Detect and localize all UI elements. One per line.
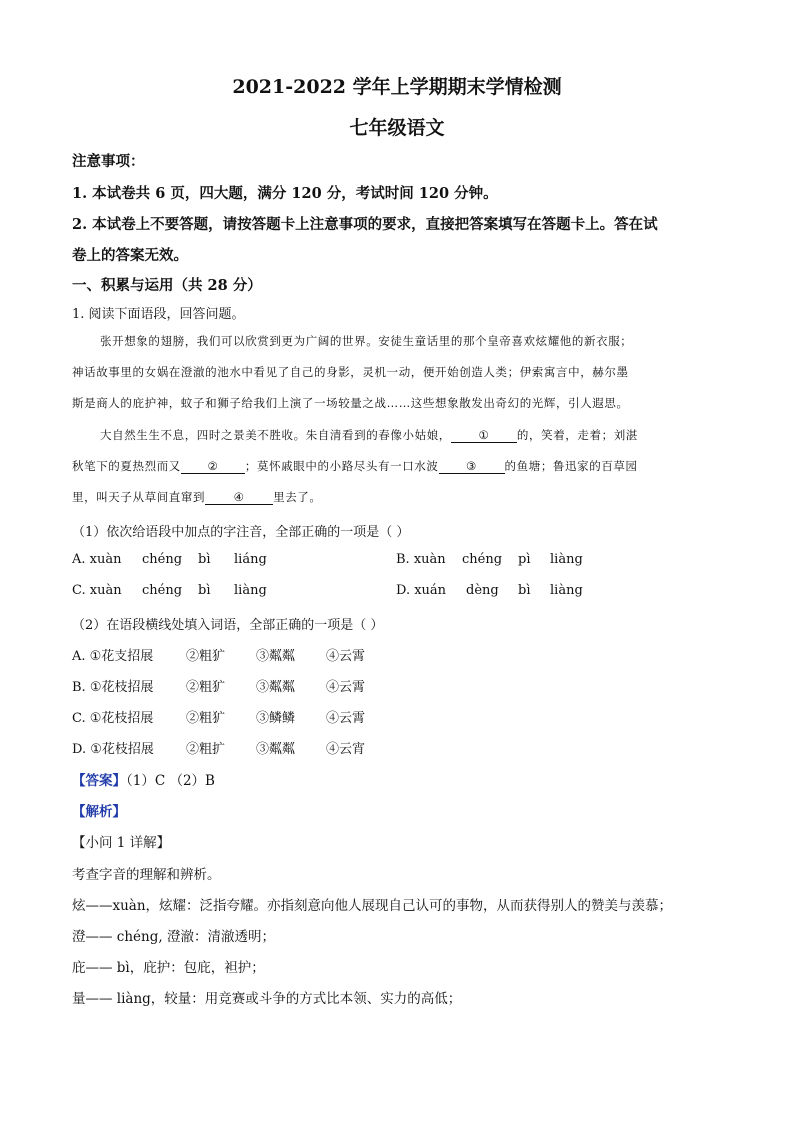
sub2-option-b[interactable] (72, 676, 365, 695)
pinyin: liàng (234, 583, 267, 598)
exam-title: 2021-2022 学年上学期期末学情检测 (232, 76, 562, 98)
passage-text: 里去了。 (273, 490, 322, 504)
question-1-prompt: 1. 阅读下面语段，回答问题。 (72, 307, 245, 322)
answer-label: 【答案】 (72, 773, 126, 789)
sub1-option-b[interactable] (396, 552, 583, 567)
pinyin: bì (198, 552, 211, 567)
option-label: C. ①花枝招展 (72, 711, 154, 726)
passage-p1-line-3: 斯是商人的庇护神，蚊子和狮子给我们上演了一场较量之战……这些想象散发出奇幻的光辉，引人遐思。 (72, 396, 629, 410)
word: ④云宵 (326, 742, 366, 757)
passage-p2-line-2 (72, 458, 722, 474)
passage-p1-line-1: 张开想象的翅膀，我们可以欣赏到更为广阔的世界。安徒生童话里的那个皇帝喜欢炫耀他的新衣服； (100, 334, 633, 348)
option-label: D. ①花枝招展 (72, 742, 154, 757)
passage-text: 的，笑着，走着；刘湛 (516, 428, 638, 442)
analysis-line-2: 澄—— chéng, 澄澈：清澈透明； (72, 929, 275, 945)
exam-subtitle: 七年级语文 (349, 117, 445, 139)
notice-item-2-line-1: 2. 本试卷上不要答题，请按答题卡上注意事项的要求，直接把答案填写在答题卡上。答在试 (72, 216, 658, 233)
option-label: B. xuàn (396, 552, 446, 567)
pinyin: liàng (550, 552, 583, 567)
sub2-option-c[interactable] (72, 707, 365, 726)
word: ②粗犷 (186, 649, 226, 664)
pinyin: chéng (142, 583, 183, 598)
analysis-sub-heading: 【小问 1 详解】 (72, 835, 171, 851)
sub2-option-a[interactable] (72, 645, 365, 664)
pinyin: bì (198, 583, 211, 598)
notice-item-2-line-2: 卷上的答案无效。 (72, 247, 188, 264)
pinyin: bì (518, 583, 531, 598)
pinyin: liàng (550, 583, 583, 598)
analysis-label: 【解析】 (72, 804, 126, 820)
analysis-intro: 考查字音的理解和辨析。 (72, 867, 221, 883)
word: ②粗犷 (186, 680, 226, 695)
sub-question-2-prompt: （2）在语段横线处填入词语，全部正确的一项是（ ） (72, 618, 384, 633)
blank-4: ④ (205, 490, 273, 505)
pinyin: chéng (462, 552, 503, 567)
option-label: A. xuàn (72, 552, 122, 567)
passage-p1-line-2: 神话故事里的女娲在澄澈的池水中看见了自己的身影，灵机一动，便开始创造人类；伊索寓言中，赫尔墨 (72, 365, 629, 379)
word: ②粗扩 (186, 742, 226, 757)
sub1-option-a[interactable] (72, 552, 267, 567)
option-label: A. ①花支招展 (72, 649, 154, 664)
passage-text: 秋笔下的夏热烈而又 (72, 459, 181, 473)
analysis-line-4: 量—— liàng，较量：用竞赛或斗争的方式比本领、实力的高低； (72, 991, 462, 1007)
word: ②粗犷 (186, 711, 226, 726)
word: ③鳞鳞 (256, 711, 296, 726)
pinyin: chéng (142, 552, 183, 567)
answer-row (72, 769, 215, 789)
answer-text: （1）C （2）B (126, 773, 215, 789)
pinyin: dèng (466, 583, 499, 598)
notice-item-1: 1. 本试卷共 6 页，四大题，满分 120 分，考试时间 120 分钟。 (72, 185, 498, 202)
option-label: B. ①花枝招展 (72, 680, 154, 695)
pinyin: liáng (234, 552, 267, 567)
section-1-heading: 一、积累与运用（共 28 分） (72, 277, 262, 294)
analysis-line-3: 庇—— bì，庇护：包庇，袒护； (72, 960, 265, 976)
blank-1: ① (451, 428, 517, 443)
word: ④云霄 (326, 649, 366, 664)
sub-question-1-prompt: （1）依次给语段中加点的字注音，全部正确的一项是（ ） (72, 525, 410, 540)
passage-text: ；莫怀戚眼中的小路尽头有一口水波 (244, 459, 439, 473)
passage-text: 里，叫天子从草间直窜到 (72, 490, 206, 504)
word: ④云霄 (326, 680, 366, 695)
word: ③粼粼 (256, 649, 296, 664)
passage-text: 的鱼塘；鲁迅家的百草园 (504, 459, 638, 473)
blank-2: ② (181, 459, 245, 474)
passage-p2-line-1 (100, 427, 750, 443)
sub2-option-d[interactable] (72, 738, 365, 757)
sub1-option-d[interactable] (396, 583, 583, 598)
notice-heading: 注意事项： (72, 153, 145, 170)
blank-3: ③ (439, 459, 505, 474)
word: ④云霄 (326, 711, 366, 726)
analysis-line-1: 炫——xuàn，炫耀：泛指夸耀。亦指刻意向他人展现自己认可的事物，从而获得别人的赞美与羡慕； (72, 898, 673, 914)
word: ③粼粼 (256, 742, 296, 757)
passage-text: 大自然生生不息，四时之景美不胜收。朱自清看到的春像小姑娘， (100, 428, 451, 442)
sub1-option-c[interactable] (72, 583, 267, 598)
passage-p2-line-3 (72, 489, 722, 505)
pinyin: pì (518, 552, 531, 567)
option-label: C. xuàn (72, 583, 122, 598)
word: ③粼粼 (256, 680, 296, 695)
option-label: D. xuán (396, 583, 447, 598)
